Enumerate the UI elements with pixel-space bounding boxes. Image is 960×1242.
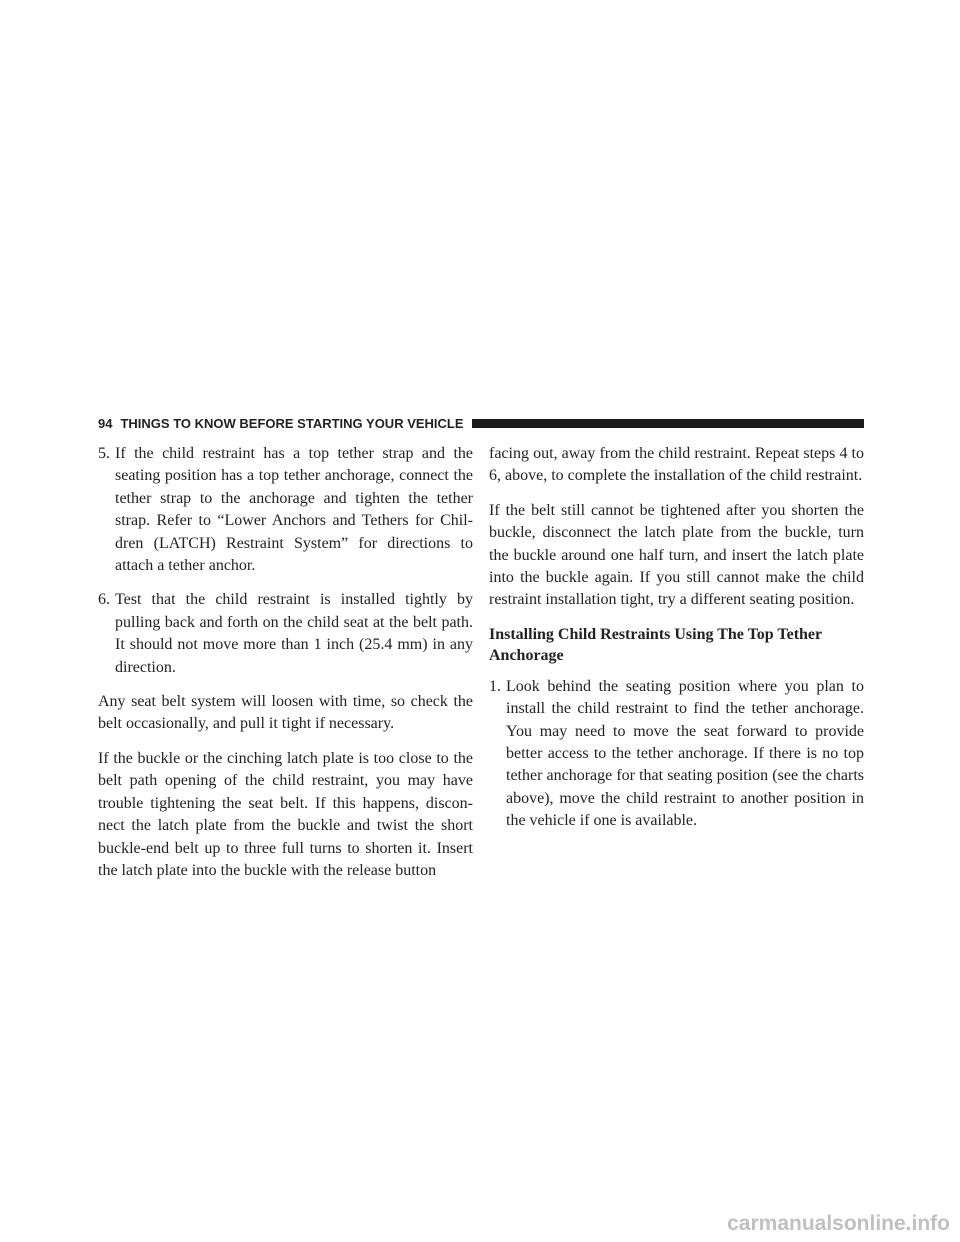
left-column bbox=[98, 443, 473, 894]
paragraph-continued: facing out, away from the child restraint. Repeat steps 4 to 6, above, to complete the installation of the child restraint. bbox=[489, 445, 864, 485]
paragraph-buckle-too-close: If the buckle or the cinching latch plate is too close to the belt path opening of the child restraint, you may have trouble tightening the seat belt. If this happens, discon- nect the latch plate from the buckle and twist the short buckle-end belt up to three full turns to shorten it. Insert the latch plate into the buckle with the release button bbox=[98, 749, 473, 879]
list-text: If the child restraint has a top tether strap and the seating position has a top tether anchorage, connect the tether strap to the anchorage and tighten the tether strap. Refer to “Lower Anchors and Tethers for Chil- dren (LATCH) Restraint System” for directions to attach a tether anchor. bbox=[115, 445, 473, 575]
page-header bbox=[98, 413, 864, 433]
watermark-text: carmanualsonline.info bbox=[727, 1212, 950, 1235]
list-text: Look behind the seating position where you plan to install the child restraint to find the tether anchorage. You may need to move the seat forward to provide better access to the tether anchorage. If there is no top tether anchorage for that seating position (see the charts above), move the child restraint to another position in the vehicle if one is available. bbox=[506, 677, 864, 830]
right-column bbox=[489, 443, 864, 845]
paragraph-belt-not-tightened: If the belt still cannot be tightened after you shorten the buckle, disconnect the latch plate from the buckle, turn the buckle around one half turn, and insert the latch plate into the buckle again. If you still cannot make the child restraint installation tight, try a different seating position. bbox=[489, 501, 864, 609]
list-number: 6. bbox=[98, 591, 110, 609]
list-item-6 bbox=[98, 589, 473, 679]
list-item-5 bbox=[98, 443, 473, 577]
header-rule bbox=[472, 419, 864, 428]
paragraph-seat-belt-loosen: Any seat belt system will loosen with time, so check the belt occasionally, and pull it tight if necessary. bbox=[98, 693, 473, 733]
section-heading: Installing Child Restraints Using The Top Tether Anchorage bbox=[489, 625, 822, 664]
list-text: Test that the child restraint is installed tightly by pulling back and forth on the child seat at the belt path. It should not move more than 1 inch (25.4 mm) in any direction. bbox=[115, 591, 473, 676]
section-title: THINGS TO KNOW BEFORE STARTING YOUR VEHICLE bbox=[120, 415, 464, 431]
list-number: 5. bbox=[98, 445, 110, 462]
list-item-1 bbox=[489, 676, 864, 833]
page-number: 94 bbox=[98, 415, 113, 431]
list-number: 1. bbox=[489, 677, 501, 695]
